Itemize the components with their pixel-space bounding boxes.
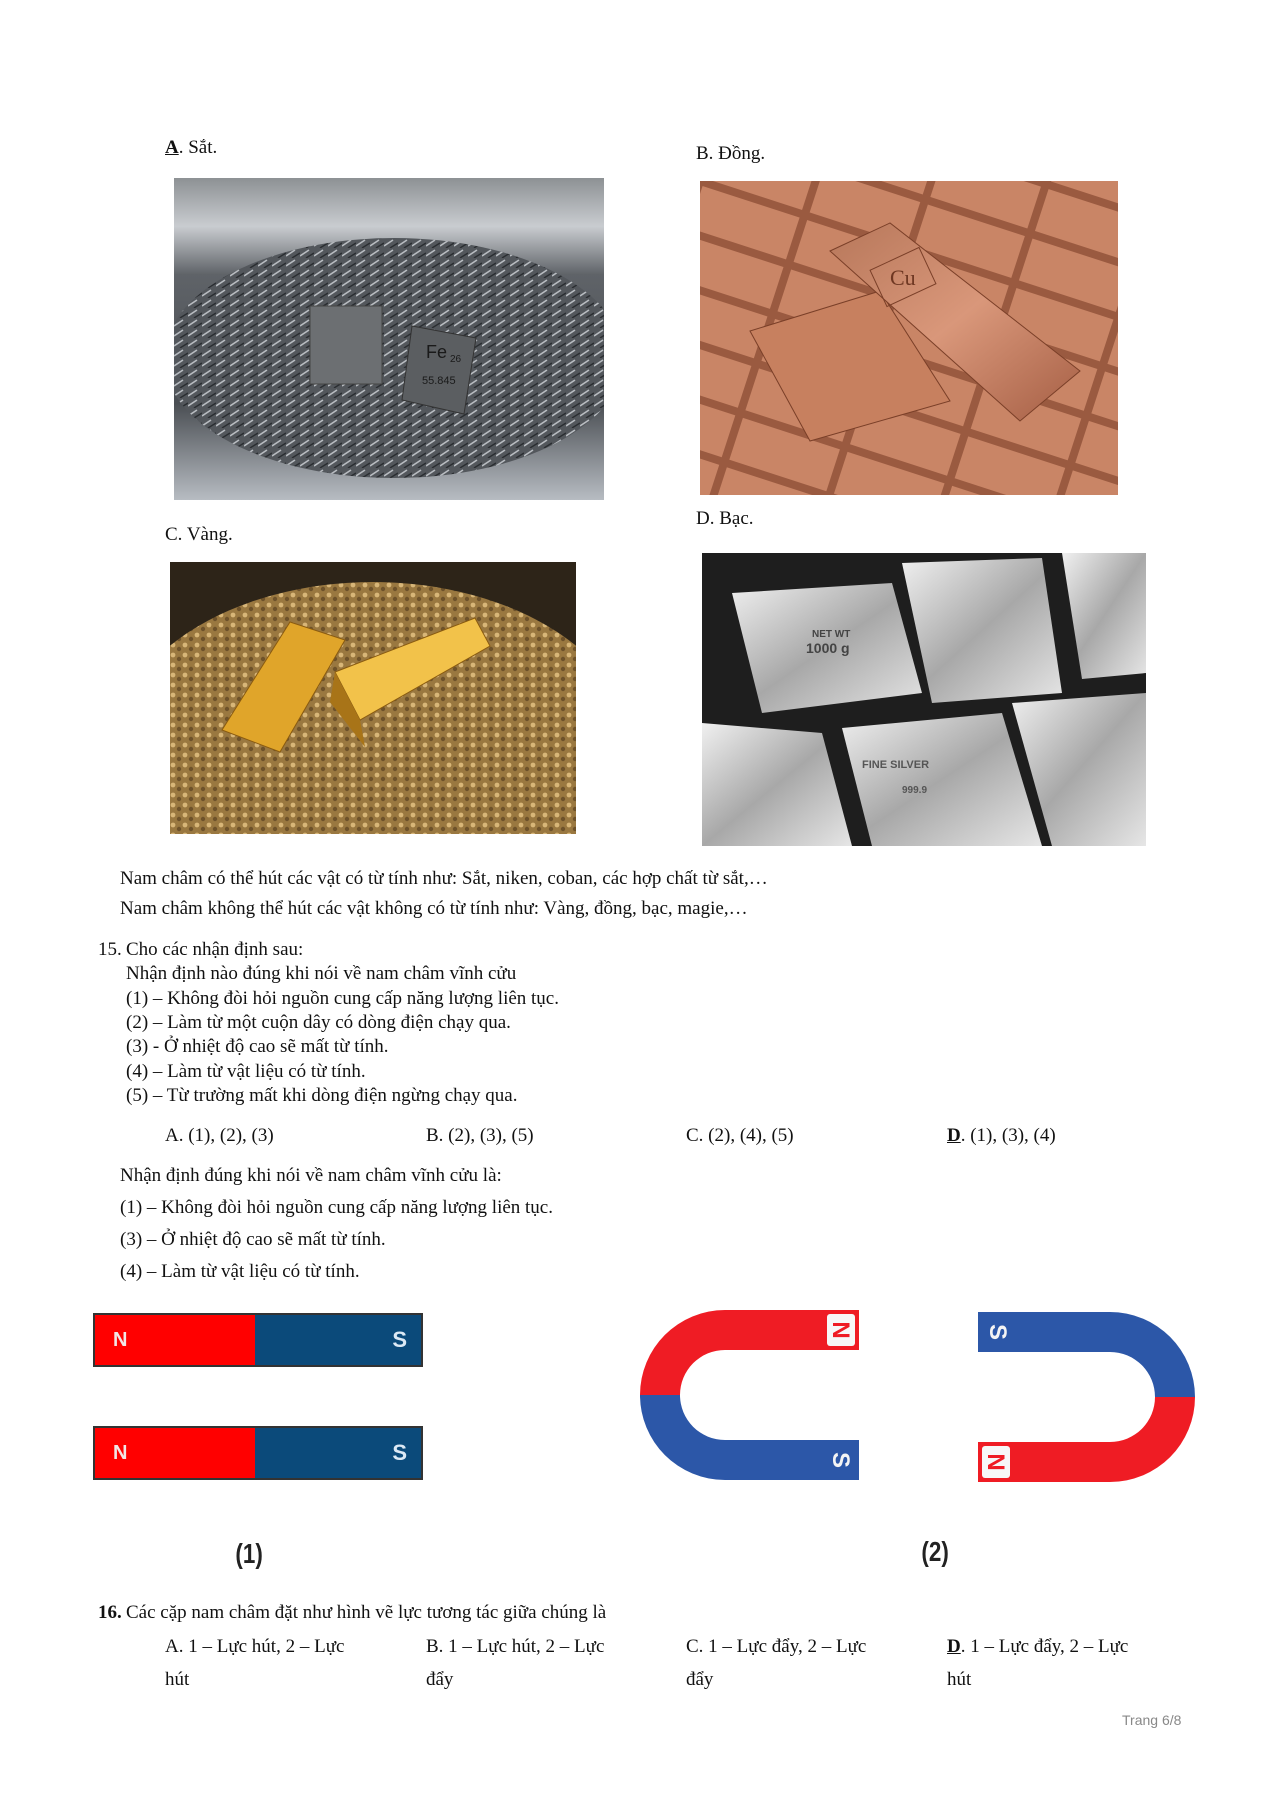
q16-option-b-line1: B. 1 – Lực hút, 2 – Lực <box>426 1636 605 1657</box>
gold-photo <box>170 562 576 834</box>
svg-text:999.9: 999.9 <box>902 785 928 796</box>
correct-answer-letter: A <box>165 137 179 158</box>
q16-option-b-line2: đẩy <box>426 1669 454 1690</box>
svg-text:1000 g: 1000 g <box>806 640 850 656</box>
q15-option-b: B. (2), (3), (5) <box>426 1125 534 1146</box>
svg-text:FINE SILVER: FINE SILVER <box>862 759 930 771</box>
figure-label-1: (1) <box>235 1538 263 1569</box>
q15-explanation-item: (3) – Ở nhiệt độ cao sẽ mất từ tính. <box>120 1229 386 1250</box>
figure-label-2: (2) <box>921 1536 949 1567</box>
q16-option-c-line1: C. 1 – Lực đẩy, 2 – Lực <box>686 1636 867 1657</box>
svg-text:S: S <box>984 1323 1011 1341</box>
q15-explanation-intro: Nhận định đúng khi nói về nam châm vĩnh cửu là: <box>120 1165 502 1186</box>
copper-photo <box>700 181 1118 495</box>
option-d-label: D. Bạc. <box>696 508 754 529</box>
q14-explanation-line1: Nam châm có thể hút các vật có từ tính như: Sắt, niken, coban, các hợp chất từ sắt,… <box>120 868 768 889</box>
q15-statement: (3) - Ở nhiệt độ cao sẽ mất từ tính. <box>126 1036 389 1057</box>
q15-statement: (4) – Làm từ vật liệu có từ tính. <box>126 1061 366 1082</box>
svg-text:Fe: Fe <box>426 342 448 362</box>
iron-photo <box>174 178 604 500</box>
bar-magnet <box>93 1426 423 1480</box>
q15-number: 15. <box>98 939 122 960</box>
south-pole: S <box>255 1428 421 1478</box>
q16-option-d-line1: D. 1 – Lực đẩy, 2 – Lực <box>947 1636 1129 1657</box>
q14-explanation-line2: Nam châm không thể hút các vật không có từ tính như: Vàng, đồng, bạc, magie,… <box>120 898 748 919</box>
q15-statement: (1) – Không đòi hỏi nguồn cung cấp năng lượng liên tục. <box>126 988 559 1009</box>
option-b-label: B. Đồng. <box>696 143 766 164</box>
q15-stem: Cho các nhận định sau: <box>126 939 304 960</box>
svg-text:S: S <box>827 1451 854 1469</box>
correct-answer-letter: D <box>947 1636 961 1657</box>
svg-text:26: 26 <box>450 354 462 365</box>
svg-text:55.845: 55.845 <box>422 375 456 387</box>
q15-statement: (2) – Làm từ một cuộn dây có dòng điện chạy qua. <box>126 1012 511 1033</box>
north-pole: N <box>95 1428 255 1478</box>
north-pole: N <box>95 1315 255 1365</box>
q15-statement: (5) – Từ trường mất khi dòng điện ngừng chạy qua. <box>126 1085 518 1106</box>
bar-magnet <box>93 1313 423 1367</box>
correct-answer-letter: D <box>947 1125 961 1146</box>
silver-photo <box>702 553 1146 846</box>
q16-option-c-line2: đẩy <box>686 1669 714 1690</box>
option-c-label: C. Vàng. <box>165 524 233 545</box>
q16-stem: Các cặp nam châm đặt như hình vẽ lực tương tác giữa chúng là <box>126 1602 607 1623</box>
svg-text:N: N <box>982 1453 1009 1471</box>
q16-number: 16. <box>98 1602 122 1623</box>
q15-option-a: A. (1), (2), (3) <box>165 1125 274 1146</box>
q15-prompt: Nhận định nào đúng khi nói về nam châm vĩnh cửu <box>126 963 517 984</box>
svg-text:NET WT: NET WT <box>812 629 851 640</box>
q15-explanation-item: (4) – Làm từ vật liệu có từ tính. <box>120 1261 360 1282</box>
q16-option-d-line2: hút <box>947 1669 972 1690</box>
q16-option-a-line2: hút <box>165 1669 190 1690</box>
svg-text:N: N <box>827 1321 854 1339</box>
q15-option-d: D. (1), (3), (4) <box>947 1125 1056 1146</box>
q15-option-c: C. (2), (4), (5) <box>686 1125 794 1146</box>
page-number: Trang 6/8 <box>1122 1712 1182 1728</box>
horseshoe-magnets <box>640 1300 1200 1500</box>
svg-text:Cu: Cu <box>890 265 916 290</box>
q16-option-a-line1: A. 1 – Lực hút, 2 – Lực <box>165 1636 345 1657</box>
q15-explanation-item: (1) – Không đòi hỏi nguồn cung cấp năng lượng liên tục. <box>120 1197 553 1218</box>
option-a-label: A. Sắt. <box>165 137 218 158</box>
south-pole: S <box>255 1315 421 1365</box>
